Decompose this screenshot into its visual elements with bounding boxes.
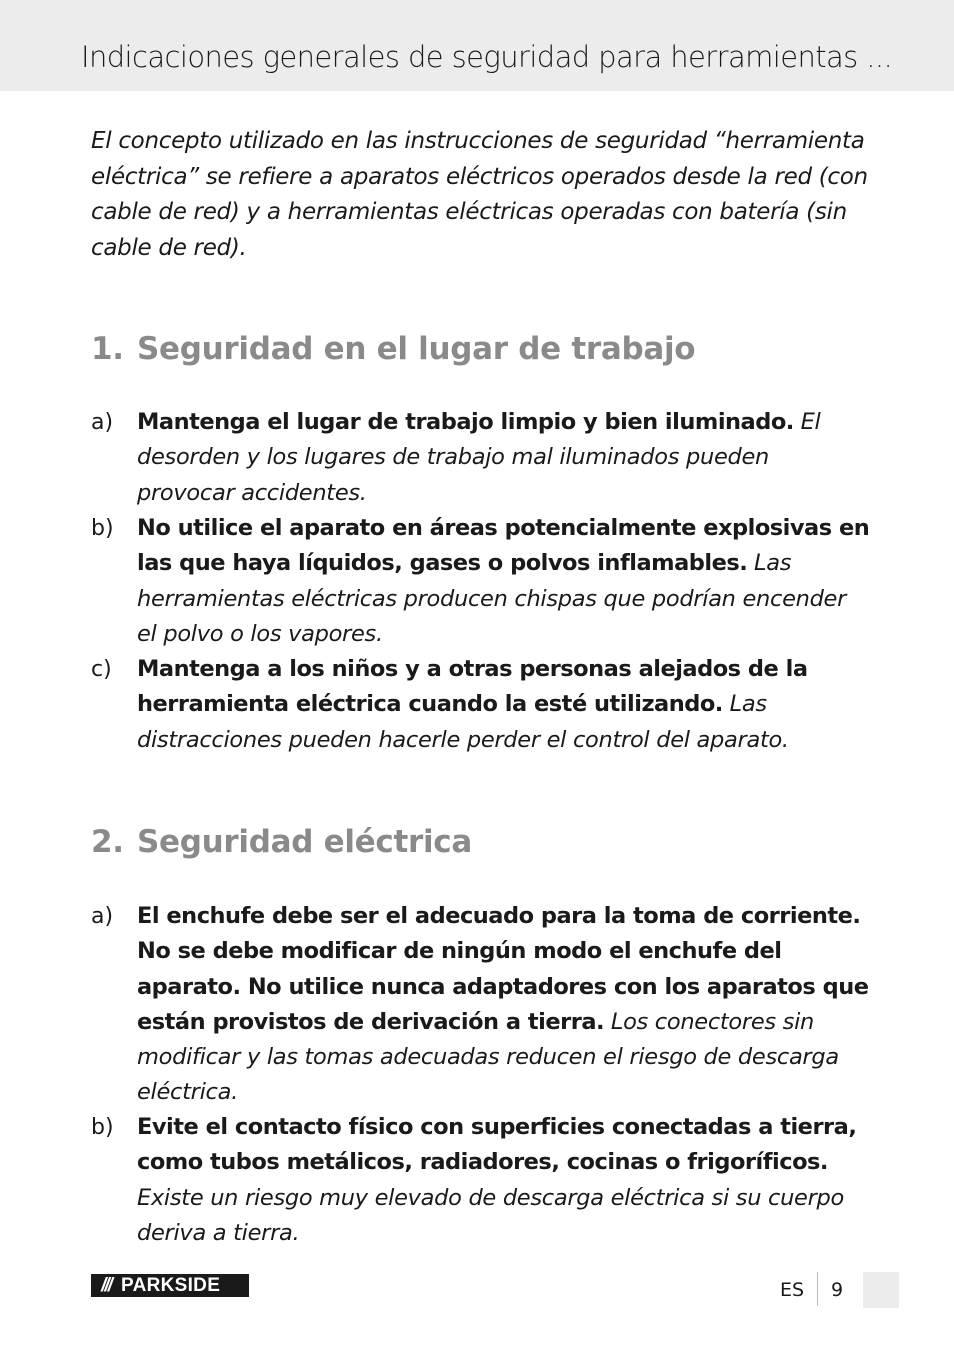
item-explanation: El desorden y los lugares de trabajo mal iluminados pueden provocar accidentes. [137, 409, 821, 506]
section-2-heading: Seguridad eléctrica [137, 824, 472, 860]
footer-page-number: 9 [831, 1279, 844, 1301]
item-instruction: El enchufe debe ser el adecuado para la toma de corriente. No se debe modificar de ningún modo el enchufe del aparato. No utilice nunca adaptadores con los aparatos que están provistos de derivación a tierra. [137, 903, 869, 1035]
item-instruction: Mantenga el lugar de trabajo limpio y bien iluminado. [137, 409, 794, 435]
item-letter: b) [91, 516, 114, 541]
section-1-heading: Seguridad en el lugar de trabajo [137, 331, 696, 367]
intro-paragraph: El concepto utilizado en las instrucciones de seguridad “herramienta eléctrica” se refiere a aparatos eléctricos operados desde la red (con cable de red) y a herramientas eléctricas operadas con batería (sin cable de red). [91, 128, 868, 261]
section-1-item-b [91, 511, 871, 652]
parkside-logo [91, 1274, 249, 1297]
item-explanation: Existe un riesgo muy elevado de descarga eléctrica si su cuerpo deriva a tierra. [137, 1184, 844, 1246]
item-letter: a) [91, 410, 114, 435]
page-header-title: Indicaciones generales de seguridad para herramientas ... [81, 40, 893, 74]
footer-thumb-tab [863, 1272, 899, 1308]
section-2-title [91, 824, 472, 860]
item-explanation: Las distracciones pueden hacerle perder el control del aparato. [137, 691, 789, 753]
section-2-item-b [91, 1110, 871, 1251]
logo-text: PARKSIDE [121, 1275, 221, 1296]
item-letter: c) [91, 657, 112, 682]
item-instruction: Evite el contacto físico con superficies conectadas a tierra, como tubos metálicos, radiadores, cocinas o frigoríficos. [137, 1114, 857, 1176]
item-letter: b) [91, 1115, 114, 1140]
item-instruction: No utilice el aparato en áreas potencialmente explosivas en las que haya líquidos, gases o polvos inflamables. [137, 515, 870, 577]
item-explanation: Los conectores sin modificar y las tomas adecuadas reducen el riesgo de descarga eléctrica. [137, 1008, 839, 1106]
item-explanation: Las herramientas eléctricas producen chispas que podrían encender el polvo o los vapores. [137, 550, 847, 647]
section-1-title [91, 331, 695, 367]
logo-slashes: /// [101, 1275, 111, 1296]
section-2-item-a [91, 899, 871, 1111]
section-2-number: 2. [91, 824, 124, 860]
item-instruction: Mantenga a los niños y a otras personas alejados de la herramienta eléctrica cuando la esté utilizando. [137, 656, 808, 718]
section-1-item-c [91, 652, 871, 758]
footer-divider [817, 1272, 818, 1306]
footer-language: ES [780, 1279, 805, 1301]
section-1-item-a [91, 405, 871, 511]
item-letter: a) [91, 904, 114, 929]
section-1-number: 1. [91, 331, 124, 367]
